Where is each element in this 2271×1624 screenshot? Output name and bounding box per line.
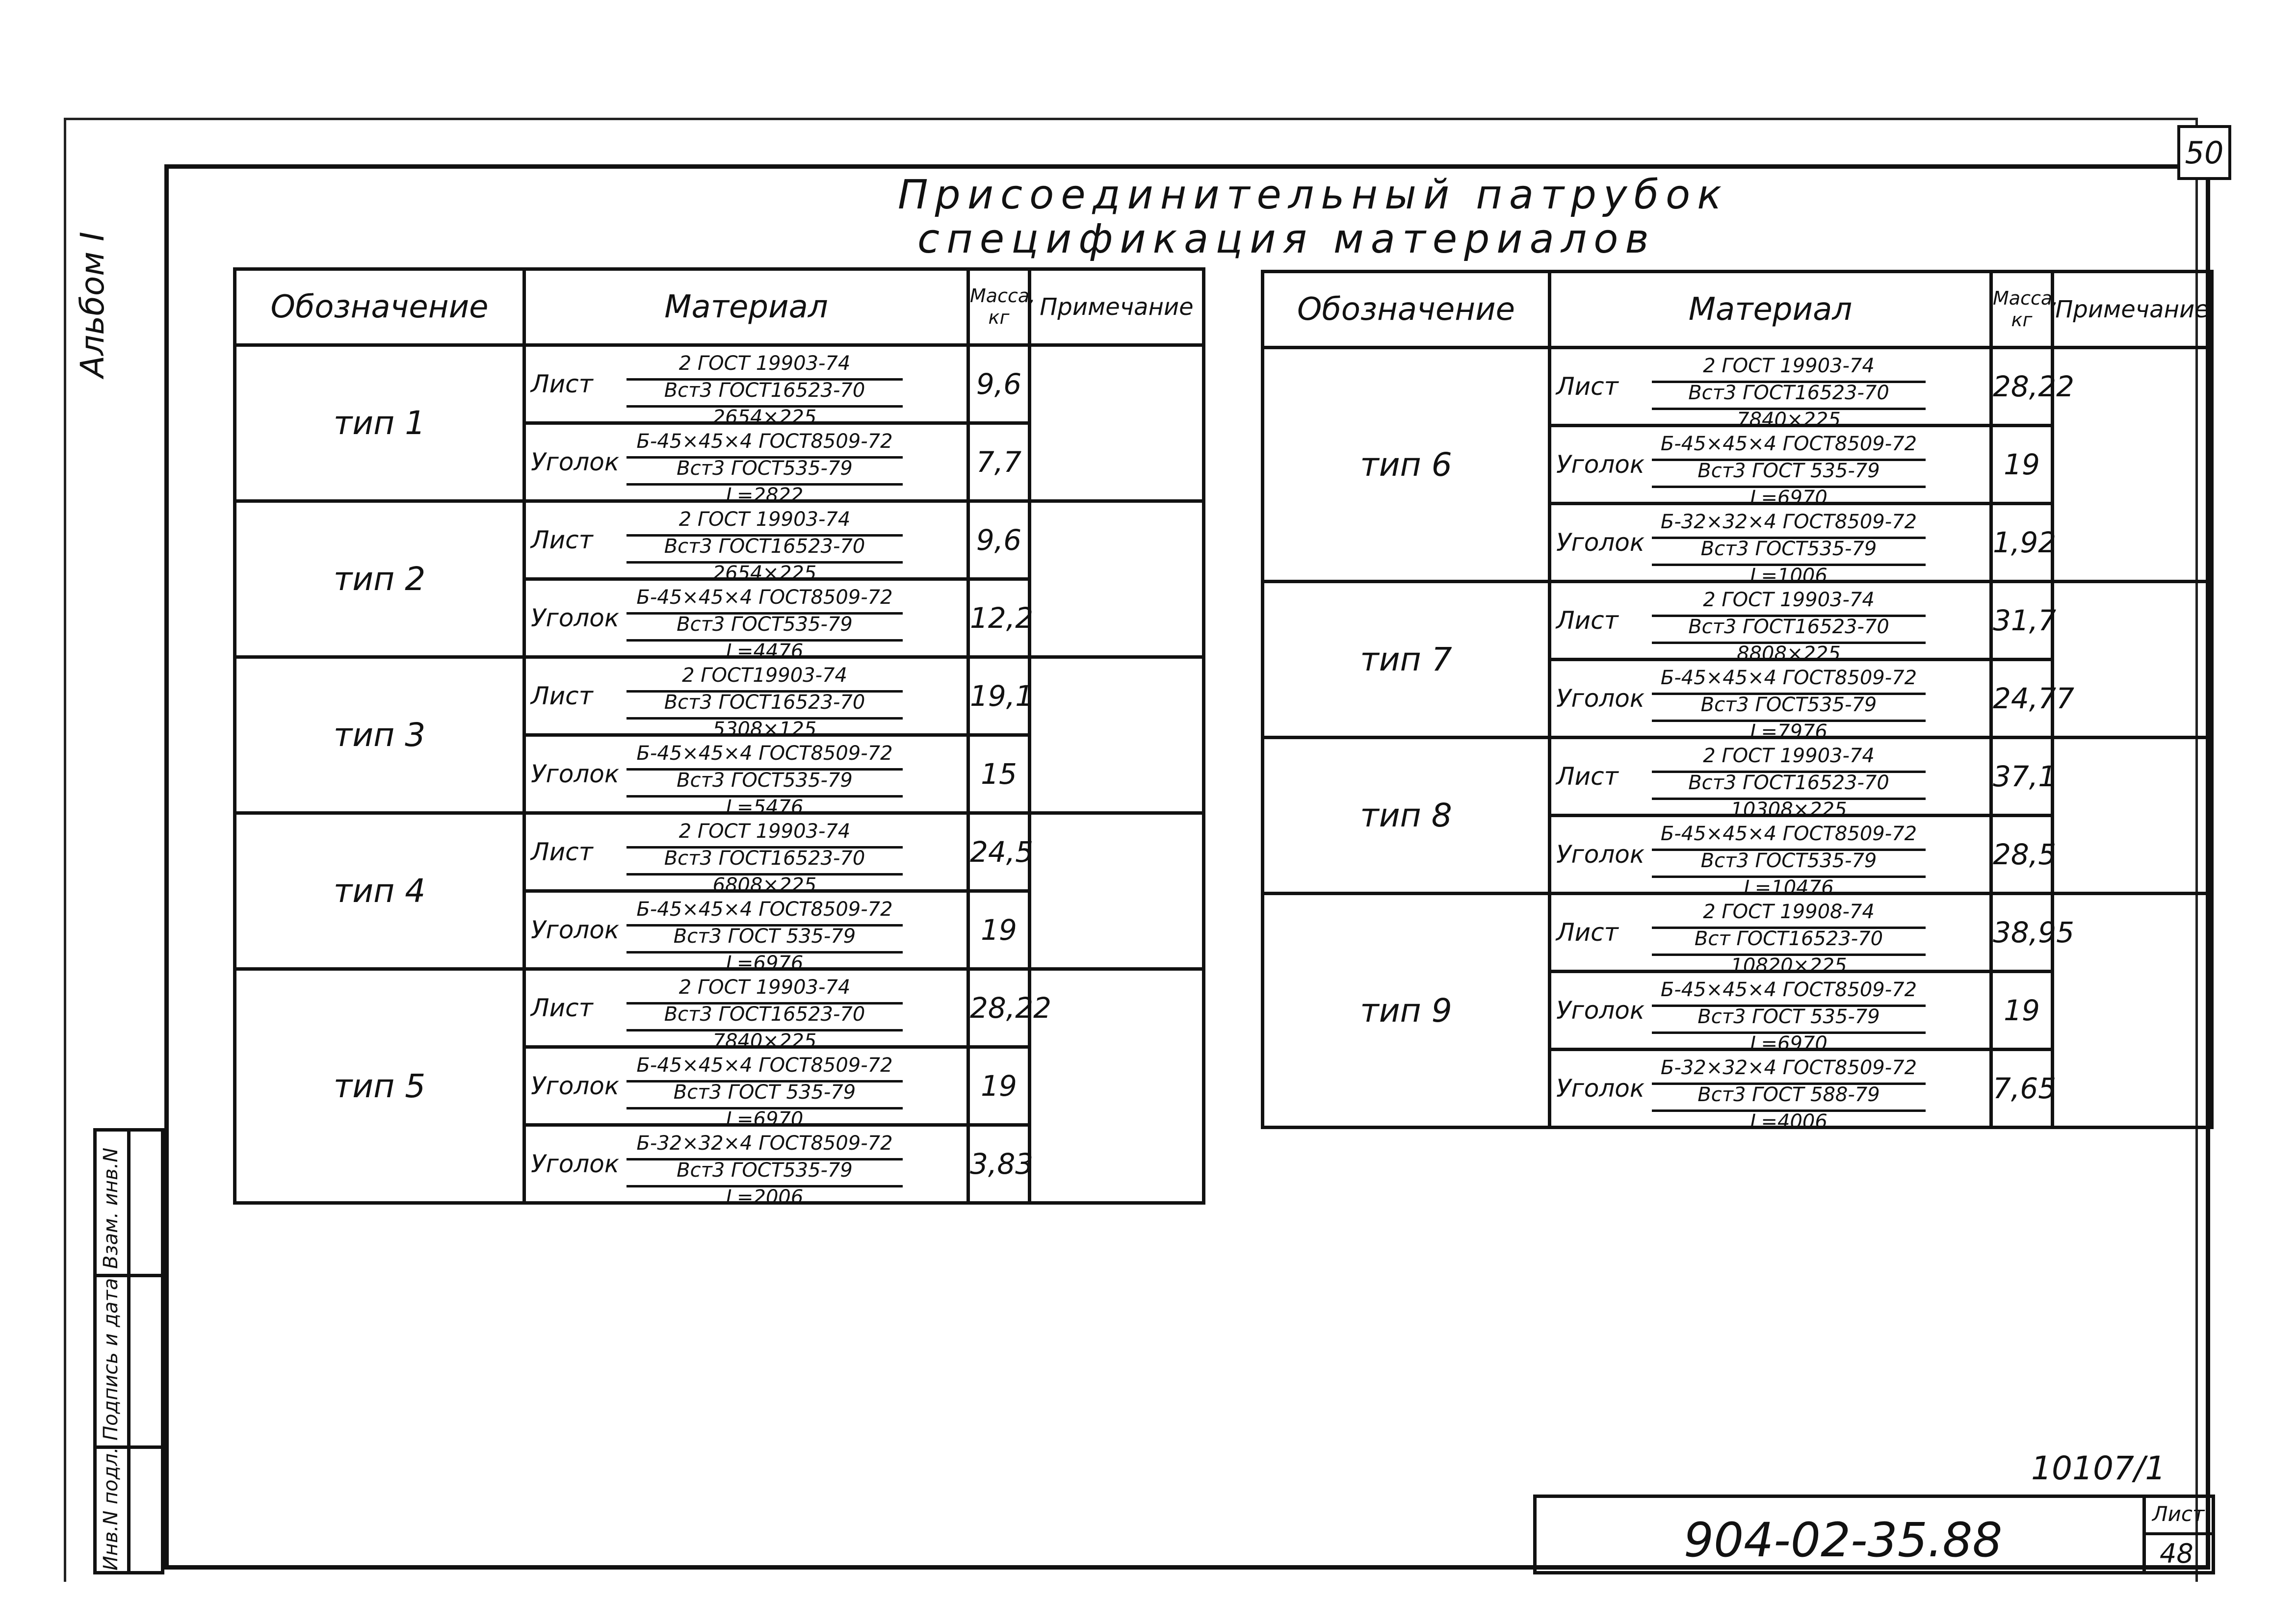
material-size: L=6970 <box>726 1108 804 1131</box>
type-cell: тип 2 <box>235 501 524 657</box>
material-size: L=6970 <box>1750 1032 1827 1055</box>
material-steel: Вст3 ГОСТ16523-70 <box>626 381 903 408</box>
type-cell: тип 6 <box>1263 348 1550 582</box>
material-cell <box>524 1125 968 1209</box>
material-size: L=4006 <box>1750 1110 1827 1133</box>
title-line-2: спецификация материалов <box>917 216 1656 262</box>
material-standard: 2 ГОСТ 19903-74 <box>626 354 903 381</box>
mass-cell: 19,1 <box>968 657 1030 735</box>
material-steel: Вст3 ГОСТ535-79 <box>1652 539 1926 566</box>
mass-cell: 19 <box>968 891 1030 969</box>
type-cell: тип 9 <box>1263 894 1550 1128</box>
material-kind: Лист <box>1556 606 1618 635</box>
right-spec-table <box>1261 270 2214 1133</box>
material-kind: Уголок <box>531 1150 620 1178</box>
doc-number: 904-02-35.88 <box>1684 1513 2003 1568</box>
material-size: 6808×225 <box>712 874 817 897</box>
material-size: L=6970 <box>1750 487 1827 509</box>
material-steel: Вст3 ГОСТ535-79 <box>626 615 903 642</box>
left-table-header <box>235 269 1204 345</box>
material-standard: Б-45×45×4 ГОСТ8509-72 <box>1652 668 1926 695</box>
material-steel: Вст3 ГОСТ535-79 <box>1652 695 1926 722</box>
material-standard: 2 ГОСТ 19903-74 <box>1652 590 1926 617</box>
material-standard: Б-32×32×4 ГОСТ8509-72 <box>1652 1058 1926 1085</box>
note-cell <box>2053 582 2212 738</box>
mass-cell: 9,6 <box>968 345 1030 423</box>
mass-cell: 38,95 <box>1991 894 2053 972</box>
material-cell <box>524 735 968 819</box>
type-cell: тип 1 <box>235 345 524 501</box>
material-size: L=1006 <box>1750 565 1827 587</box>
side-stamp-inv: Инв.N подл. <box>100 1447 122 1571</box>
material-size: 10820×225 <box>1730 954 1847 977</box>
material-steel: Вст3 ГОСТ535-79 <box>1652 851 1926 878</box>
material-steel: Вст3 ГОСТ16523-70 <box>626 693 903 720</box>
material-size: L=2006 <box>726 1186 804 1209</box>
material-steel: Вст3 ГОСТ535-79 <box>626 1160 903 1187</box>
mass-cell: 7,7 <box>968 423 1030 501</box>
material-standard: 2 ГОСТ 19903-74 <box>1652 746 1926 773</box>
material-steel: Вст3 ГОСТ535-79 <box>626 459 903 486</box>
mass-cell: 28,22 <box>1991 348 2053 426</box>
col-material: Материал <box>524 269 968 345</box>
material-size: L=6976 <box>726 952 804 975</box>
table-row <box>235 969 1204 1047</box>
material-standard: Б-45×45×4 ГОСТ8509-72 <box>626 432 903 459</box>
col-mass: Масса, кг <box>1991 272 2053 348</box>
material-kind: Уголок <box>1556 996 1645 1025</box>
table-row <box>235 813 1204 891</box>
material-kind: Уголок <box>531 760 620 788</box>
material-standard: 2 ГОСТ 19908-74 <box>1652 902 1926 929</box>
material-standard: Б-32×32×4 ГОСТ8509-72 <box>626 1134 903 1160</box>
material-cell <box>524 501 968 585</box>
material-kind: Уголок <box>1556 450 1645 479</box>
table-row <box>235 501 1204 579</box>
material-cell <box>1550 816 1991 899</box>
right-table-body <box>1263 348 2212 1133</box>
material-cell <box>524 969 968 1053</box>
material-kind: Лист <box>1556 918 1618 947</box>
material-steel: Вст3 ГОСТ16523-70 <box>626 1005 903 1031</box>
left-table-body <box>235 345 1204 1209</box>
col-designation: Обозначение <box>1263 272 1550 348</box>
material-standard: 2 ГОСТ 19903-74 <box>1652 356 1926 383</box>
col-mass: Масса, кг <box>968 269 1030 345</box>
material-size: L=2822 <box>726 484 804 507</box>
material-cell <box>524 891 968 975</box>
material-size: 5308×125 <box>712 718 817 741</box>
mass-cell: 28,22 <box>968 969 1030 1047</box>
material-kind: Лист <box>531 994 593 1022</box>
material-standard: 2 ГОСТ 19903-74 <box>626 978 903 1005</box>
material-kind: Лист <box>531 370 593 398</box>
material-kind: Уголок <box>531 916 620 944</box>
material-kind: Уголок <box>1556 684 1645 713</box>
material-cell <box>524 423 968 507</box>
material-kind: Лист <box>1556 372 1618 401</box>
material-size: L=10476 <box>1744 876 1834 899</box>
type-cell: тип 8 <box>1263 738 1550 894</box>
material-cell <box>524 813 968 897</box>
type-cell: тип 3 <box>235 657 524 813</box>
sheet-label: Лист <box>2152 1502 2205 1526</box>
note-cell <box>1030 657 1204 813</box>
material-steel: Вст3 ГОСТ 535-79 <box>626 927 903 954</box>
right-table-header <box>1263 272 2212 348</box>
material-standard: Б-32×32×4 ГОСТ8509-72 <box>1652 512 1926 539</box>
material-cell <box>1550 894 1991 977</box>
archive-number: 10107/1 <box>2031 1449 2166 1487</box>
material-size: L=5476 <box>726 796 804 819</box>
material-cell <box>1550 348 1991 431</box>
material-steel: Вст3 ГОСТ16523-70 <box>1652 773 1926 800</box>
mass-cell: 28,5 <box>1991 816 2053 894</box>
mass-cell: 19 <box>1991 426 2053 504</box>
side-stamp <box>93 1128 164 1574</box>
material-steel: Вст3 ГОСТ 535-79 <box>1652 1007 1926 1034</box>
table-row <box>1263 582 2212 660</box>
material-standard: 2 ГОСТ19903-74 <box>626 666 903 693</box>
note-cell <box>2053 738 2212 894</box>
material-standard: Б-45×45×4 ГОСТ8509-72 <box>626 744 903 771</box>
material-steel: Вст3 ГОСТ16523-70 <box>626 849 903 876</box>
material-steel: Вст3 ГОСТ535-79 <box>626 771 903 798</box>
material-standard: Б-45×45×4 ГОСТ8509-72 <box>1652 434 1926 461</box>
material-standard: Б-45×45×4 ГОСТ8509-72 <box>626 900 903 927</box>
material-cell <box>524 1047 968 1131</box>
side-stamp-replace: Взам. инв.N <box>100 1147 122 1269</box>
col-material: Материал <box>1550 272 1991 348</box>
material-steel: Вст3 ГОСТ 535-79 <box>1652 461 1926 488</box>
material-kind: Лист <box>531 682 593 710</box>
material-size: L=4476 <box>726 640 804 663</box>
material-size: L=7976 <box>1750 721 1827 743</box>
mass-cell: 37,1 <box>1991 738 2053 816</box>
material-cell <box>1550 660 1991 743</box>
material-kind: Уголок <box>1556 1074 1645 1103</box>
col-designation: Обозначение <box>235 269 524 345</box>
note-cell <box>1030 969 1204 1203</box>
title-block <box>1533 1495 2215 1574</box>
mass-cell: 19 <box>1991 972 2053 1050</box>
material-cell <box>1550 738 1991 821</box>
material-cell <box>524 579 968 663</box>
mass-cell: 7,65 <box>1991 1050 2053 1128</box>
material-steel: Вст3 ГОСТ16523-70 <box>1652 383 1926 410</box>
col-note: Примечание <box>1030 269 1204 345</box>
note-cell <box>1030 501 1204 657</box>
material-size: 7840×225 <box>1737 409 1841 431</box>
note-cell <box>2053 894 2212 1128</box>
mass-cell: 12,2 <box>968 579 1030 657</box>
material-standard: 2 ГОСТ 19903-74 <box>626 822 903 849</box>
material-kind: Уголок <box>531 448 620 476</box>
material-cell <box>524 657 968 741</box>
material-cell <box>1550 504 1991 587</box>
material-standard: Б-45×45×4 ГОСТ8509-72 <box>1652 980 1926 1007</box>
material-size: 2654×225 <box>712 406 817 429</box>
mass-cell: 9,6 <box>968 501 1030 579</box>
sheet-number: 48 <box>2160 1538 2193 1569</box>
mass-cell: 24,77 <box>1991 660 2053 738</box>
material-steel: Вст3 ГОСТ16523-70 <box>626 537 903 564</box>
material-steel: Вст3 ГОСТ16523-70 <box>1652 617 1926 644</box>
mass-cell: 31,7 <box>1991 582 2053 660</box>
material-kind: Уголок <box>531 1072 620 1100</box>
material-standard: Б-45×45×4 ГОСТ8509-72 <box>1652 824 1926 851</box>
mass-cell: 24,5 <box>968 813 1030 891</box>
material-standard: Б-45×45×4 ГОСТ8509-72 <box>626 1056 903 1083</box>
note-cell <box>2053 348 2212 582</box>
type-cell: тип 4 <box>235 813 524 969</box>
table-row <box>235 657 1204 735</box>
mass-cell: 1,92 <box>1991 504 2053 582</box>
table-row <box>235 345 1204 423</box>
col-note: Примечание <box>2053 272 2212 348</box>
material-cell <box>1550 582 1991 665</box>
material-kind: Уголок <box>1556 840 1645 869</box>
type-cell: тип 5 <box>235 969 524 1203</box>
material-cell <box>1550 1050 1991 1133</box>
material-standard: 2 ГОСТ 19903-74 <box>626 510 903 537</box>
mass-cell: 15 <box>968 735 1030 813</box>
page-number: 50 <box>2177 125 2231 180</box>
material-standard: Б-45×45×4 ГОСТ8509-72 <box>626 588 903 615</box>
material-cell <box>1550 972 1991 1055</box>
material-kind: Лист <box>1556 762 1618 791</box>
material-kind: Уголок <box>531 604 620 632</box>
table-row <box>1263 348 2212 426</box>
side-stamp-signature: Подпись и дата <box>100 1278 122 1441</box>
note-cell <box>1030 813 1204 969</box>
type-cell: тип 7 <box>1263 582 1550 738</box>
material-kind: Лист <box>531 838 593 866</box>
material-size: 8808×225 <box>1737 643 1841 665</box>
material-steel: Вст ГОСТ16523-70 <box>1652 929 1926 956</box>
album-label: Альбом I <box>74 232 111 378</box>
material-steel: Вст3 ГОСТ 535-79 <box>626 1083 903 1109</box>
material-kind: Лист <box>531 526 593 554</box>
table-row <box>1263 738 2212 816</box>
material-size: 10308×225 <box>1730 799 1847 821</box>
title-line-1: Присоединительный патрубок <box>898 172 1728 218</box>
material-steel: Вст3 ГОСТ 588-79 <box>1652 1085 1926 1112</box>
left-spec-table <box>233 267 1205 1209</box>
material-cell <box>1550 426 1991 509</box>
material-cell <box>524 345 968 429</box>
material-kind: Уголок <box>1556 528 1645 557</box>
mass-cell: 19 <box>968 1047 1030 1125</box>
mass-cell: 3,83 <box>968 1125 1030 1203</box>
material-size: 2654×225 <box>712 562 817 585</box>
material-size: 7840×225 <box>712 1030 817 1053</box>
note-cell <box>1030 345 1204 501</box>
table-row <box>1263 894 2212 972</box>
